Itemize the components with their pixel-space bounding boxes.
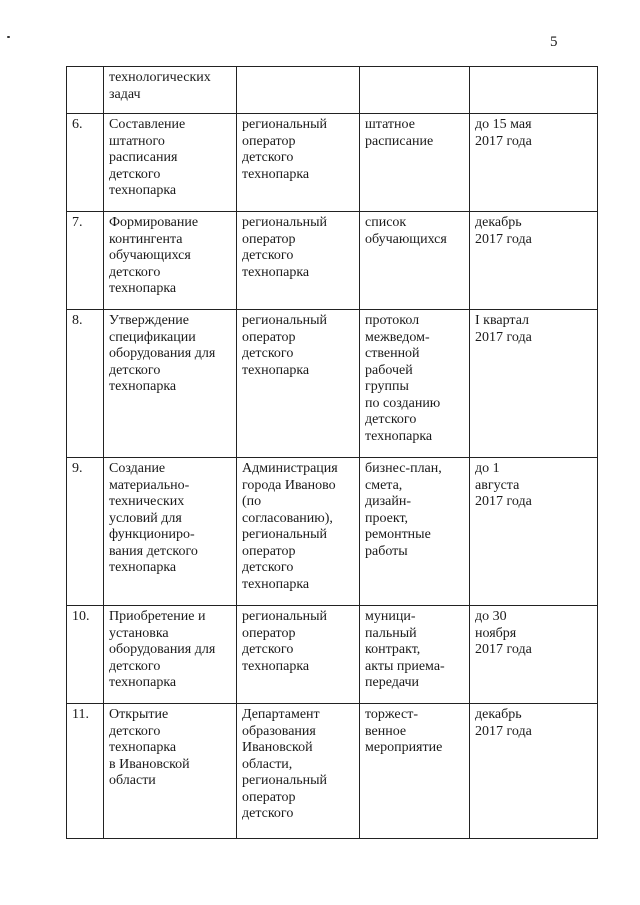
row-number <box>67 67 104 114</box>
task-name: Составление штатного расписания детского технопарка <box>104 114 237 212</box>
table-row <box>67 458 598 606</box>
responsible: Администрация города Иваново (по согласованию), региональный оператор детского технопарка <box>237 458 360 606</box>
plan-table <box>66 66 598 839</box>
task-name: Утверждение спецификации оборудования для детского технопарка <box>104 310 237 458</box>
responsible: региональный оператор детского технопарка <box>237 114 360 212</box>
responsible: региональный оператор детского технопарка <box>237 310 360 458</box>
responsible: Департамент образования Ивановской области, региональный оператор детского <box>237 704 360 839</box>
table-row <box>67 212 598 310</box>
task-name: технологических задач <box>104 67 237 114</box>
responsible: региональный оператор детского технопарка <box>237 212 360 310</box>
result: список обучающихся <box>360 212 470 310</box>
task-name: Открытие детского технопарка в Ивановской области <box>104 704 237 839</box>
scan-speck <box>7 36 10 38</box>
deadline: до 15 мая 2017 года <box>470 114 598 212</box>
table-row <box>67 704 598 839</box>
row-number: 9. <box>67 458 104 606</box>
deadline: декабрь 2017 года <box>470 704 598 839</box>
table-row <box>67 67 598 114</box>
deadline: декабрь 2017 года <box>470 212 598 310</box>
deadline: до 1 августа 2017 года <box>470 458 598 606</box>
responsible <box>237 67 360 114</box>
deadline: до 30 ноября 2017 года <box>470 606 598 704</box>
result: штатное расписание <box>360 114 470 212</box>
row-number: 11. <box>67 704 104 839</box>
table-row <box>67 310 598 458</box>
responsible: региональный оператор детского технопарка <box>237 606 360 704</box>
result <box>360 67 470 114</box>
table-row <box>67 606 598 704</box>
result: муници- пальный контракт, акты приема- передачи <box>360 606 470 704</box>
result: бизнес-план, смета, дизайн- проект, ремонтные работы <box>360 458 470 606</box>
task-name: Приобретение и установка оборудования для детского технопарка <box>104 606 237 704</box>
task-name: Создание материально- технических условий для функциониро- вания детского технопарка <box>104 458 237 606</box>
page-number: 5 <box>550 34 558 50</box>
row-number: 10. <box>67 606 104 704</box>
task-name: Формирование контингента обучающихся детского технопарка <box>104 212 237 310</box>
deadline: I квартал 2017 года <box>470 310 598 458</box>
result: протокол межведом- ственной рабочей группы по созданию детского технопарка <box>360 310 470 458</box>
row-number: 6. <box>67 114 104 212</box>
result: торжест- венное мероприятие <box>360 704 470 839</box>
row-number: 7. <box>67 212 104 310</box>
row-number: 8. <box>67 310 104 458</box>
deadline <box>470 67 598 114</box>
table-row <box>67 114 598 212</box>
